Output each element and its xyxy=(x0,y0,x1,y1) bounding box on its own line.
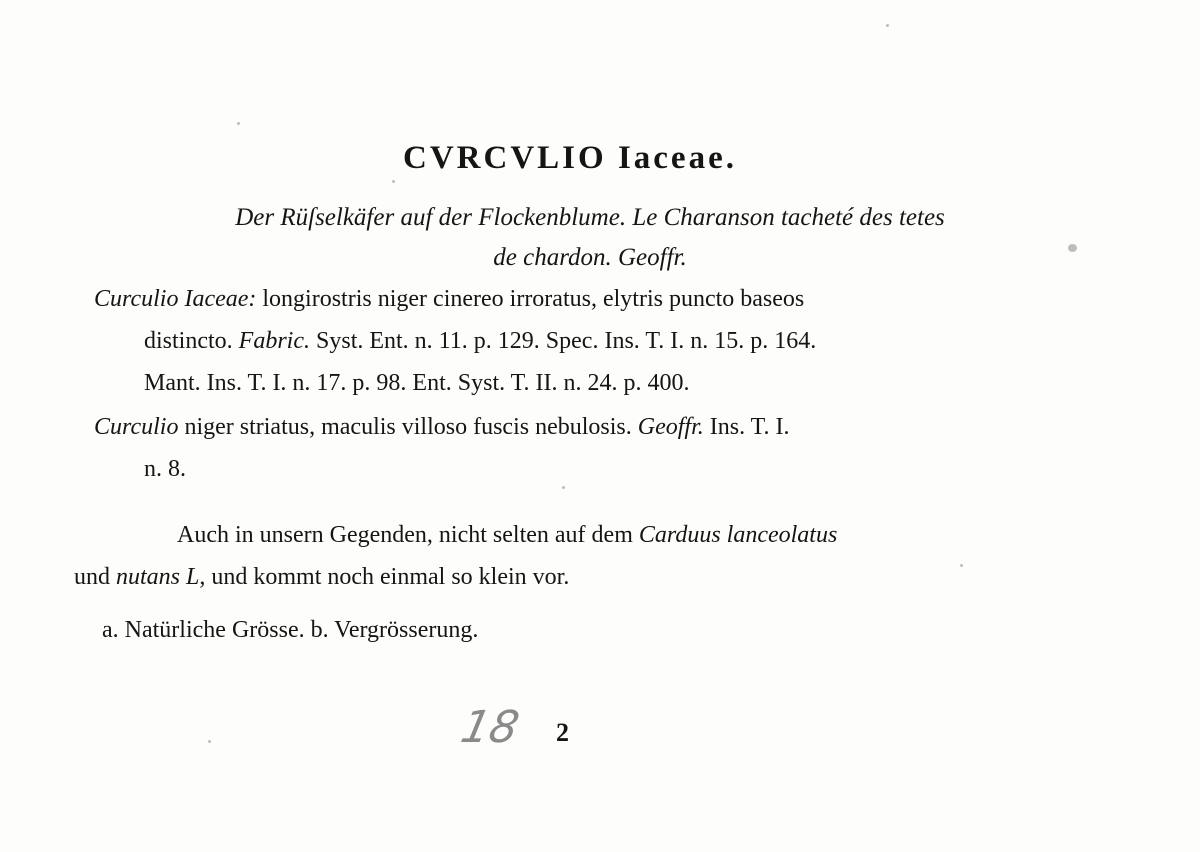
description-line-2 xyxy=(74,556,837,598)
synonym-geoffroy-line-2: n. 8. xyxy=(144,456,186,482)
synonym-fabricius-line-3: Mant. Ins. T. I. n. 17. p. 98. Ent. Syst. T. II. n. 24. p. 400. xyxy=(144,370,690,396)
description-text: , und kommt noch einmal so klein vor. xyxy=(199,564,570,590)
ink-speck xyxy=(960,564,963,567)
synonym-geoffroy xyxy=(94,406,790,490)
page-title: CVRCVLIO Iaceae. xyxy=(403,140,737,176)
description-text: Auch in unsern Gegenden, nicht selten auf dem xyxy=(177,522,639,548)
author-geoffroy: Geoffr. xyxy=(637,414,704,440)
plant-name: nutans L xyxy=(116,564,200,590)
handwritten-number: 18 xyxy=(456,702,524,753)
page-number: 2 xyxy=(556,718,569,747)
plant-name: Carduus lanceolatus xyxy=(638,522,838,548)
figure-legend: a. Natürliche Grösse. b. Vergrösserung. xyxy=(102,617,479,643)
author-fabricius: Fabric. xyxy=(238,328,310,354)
genus-name: Curculio xyxy=(94,414,179,440)
ink-speck xyxy=(237,122,240,125)
ink-speck xyxy=(208,740,211,743)
description-line-1 xyxy=(74,514,837,556)
species-name: Curculio Iaceae: xyxy=(94,286,257,312)
ink-speck xyxy=(886,24,889,27)
reference-text: Syst. Ent. n. 11. p. 129. Spec. Ins. T. I. n. 15. p. 164. xyxy=(310,328,817,354)
diagnosis-text: niger striatus, maculis villoso fuscis nebulosis. xyxy=(178,414,638,440)
diagnosis-text: longirostris niger cinereo irroratus, elytris puncto baseos xyxy=(256,286,805,312)
reference-text: Ins. T. I. xyxy=(703,414,790,440)
description-paragraph xyxy=(74,514,837,598)
synonym-fabricius-line-2 xyxy=(94,320,816,362)
synonym-geoffroy-line-1 xyxy=(94,406,790,448)
synonym-fabricius-line-1 xyxy=(94,278,816,320)
synonym-fabricius xyxy=(94,278,816,404)
subtitle-line-2: de chardon. Geoffr. xyxy=(493,244,687,271)
description-text: und xyxy=(74,564,116,590)
diagnosis-end: distincto. xyxy=(144,328,239,354)
ink-speck xyxy=(392,180,395,183)
subtitle xyxy=(100,198,1080,278)
subtitle-line-1: Der Rüſselkäfer auf der Flockenblume. Le Charanson tacheté des tetes xyxy=(235,204,945,231)
